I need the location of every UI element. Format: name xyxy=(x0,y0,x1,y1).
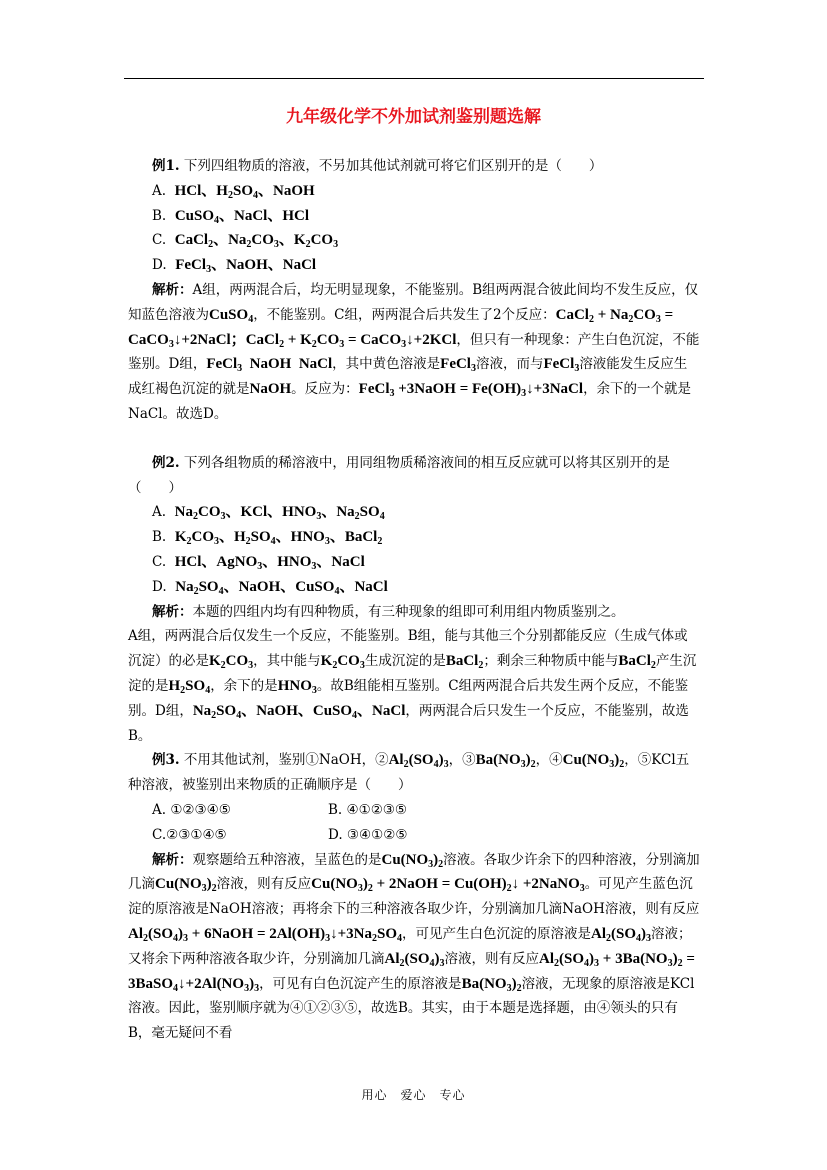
ex2-analysis-intro: 解析：本题的四组内均有四种物质，有三种现象的组即可利用组内物质鉴别之。 xyxy=(152,603,625,620)
header-rule xyxy=(124,78,704,79)
ex1-option-d: D. FeCl$_3$、NaOH、NaCl xyxy=(152,257,317,276)
page-footer: 用心 爱心 专心 xyxy=(361,1088,466,1102)
ex3-options-ab xyxy=(128,798,700,823)
ex1-option-a: A. HCl、$H_2SO_4$、NaOH xyxy=(152,182,315,201)
ex2-option-d: D. $Na_2SO_4$、NaOH、CuSO$_4$、NaCl xyxy=(152,578,388,597)
ex2-analysis-body: A组，两两混合后仅发生一个反应，不能鉴别。B组，能与其他三个分别都能反应（生成气体或沉淀）的必是$K_2CO_3$，其中能与$K_2CO_3$生成沉淀的是BaCl$_2$；剩余三种物质中能与BaCl$_2$产生沉淀的是$H_2SO_4$，余下的是$HNO_3$。故B组能相互鉴别。C组两两混合后共发生两个反应，不能鉴别。D组，$Na_2SO_4$、NaOH、CuSO$_4$、NaCl，两两混合后只发生一个反应，不能鉴别，故选B。 xyxy=(128,628,697,744)
ex2-option-a: A. $Na_2CO_3$、KCl、$HNO_3$、$Na_2SO_4$ xyxy=(152,504,385,523)
ex1-question: 例1. 下列四组物质的溶液，不另加其他试剂就可将它们区别开的是（ ） xyxy=(152,158,603,174)
document-body xyxy=(128,154,700,1046)
ex1-option-b: B. CuSO$_4$、NaCl、HCl xyxy=(152,207,310,226)
ex3-question: 例3. 不用其他试剂，鉴别①NaOH，$②Al_2(SO_4)_3$，$③Ba(NO_3)_2$，$④Cu(NO_3)_2$，⑤KCl五种溶液，被鉴别出来物质的正确顺序是（ ） xyxy=(128,752,690,794)
ex2-question: 例2. 下列各组物质的稀溶液中，用同组物质稀溶液间的相互反应就可以将其区别开的是（ ） xyxy=(128,454,670,496)
ex1-option-c: C. CaCl$_2$、$Na_2CO_3$、$K_2CO_3$ xyxy=(152,232,339,251)
ex2-option-b: B. $K_2CO_3$、$H_2SO_4$、$HNO_3$、BaCl$_2$ xyxy=(152,529,383,548)
ex3-option-c: C.②③①④⑤ xyxy=(152,826,227,843)
ex3-option-a: A. ①②③④⑤ xyxy=(152,801,231,818)
ex3-option-d: D. ③④①②⑤ xyxy=(328,826,408,843)
ex3-options-cd xyxy=(128,823,700,848)
ex3-option-b: B. ④①②③⑤ xyxy=(328,801,408,818)
ex1-analysis: 解析：A组，两两混合后，均无明显现象，不能鉴别。B组两两混合彼此间均不发生反应，仅知蓝色溶液为CuSO$_4$，不能鉴别。C组，两两混合后共发生了2个反应：CaCl$_2$ + $Na_2CO_3$ = CaCO$_3$↓+2NaCl；CaCl$_2$ + $K_2CO_3$ = CaCO$_3$↓+2KCl，但只有一种现象：产生白色沉淀，不能鉴别。D组，FeCl$_3$ NaOH NaCl，其中黄色溶液是FeCl$_3$溶液，而与FeCl$_3$溶液能发生反应生成红褐色沉淀的就是NaOH。反应为：FeCl$_3$ +3NaOH = $Fe(OH)_3↓+3NaCl$，余下的一个就是NaCl。故选D。 xyxy=(128,281,700,422)
ex3-analysis: 解析：观察题给五种溶液，呈蓝色的是$Cu(NO_3)_2$溶液。各取少许余下的四种溶液，分别滴加几滴$Cu(NO_3)_2$溶液，则有反应$Cu(NO_3)_2$ + 2NaOH = $Cu(OH)_2↓$ +2NaNO$_3$。可见产生蓝色沉淀的原溶液是NaOH溶液；再将余下的三种溶液各取少许，分别滴加几滴NaOH溶液，则有反应$Al_2(SO_4)_3$ + 6NaOH = $2Al(OH)_3↓+3Na_2SO_4$，可见产生白色沉淀的原溶液是$Al_2(SO_4)_3$溶液；又将余下两种溶液各取少许，分别滴加几滴$Al_2(SO_4)_3$溶液，则有反应$Al_2(SO_4)_3 + 3Ba(NO_3)_2$ = $3BaSO_4↓+2Al(NO_3)_3$，可见有白色沉淀产生的原溶液是$Ba(NO_3)_2$溶液，无现象的原溶液是KCl溶液。因此，鉴别顺序就为④①②③⑤，故选B。其实，由于本题是选择题，由④领头的只有B，毫无疑问不看 xyxy=(128,851,700,1042)
page-title: 九年级化学不外加试剂鉴别题选解 xyxy=(286,107,541,127)
ex2-option-c: C. HCl、AgNO$_3$、$HNO_3$、NaCl xyxy=(152,553,365,572)
